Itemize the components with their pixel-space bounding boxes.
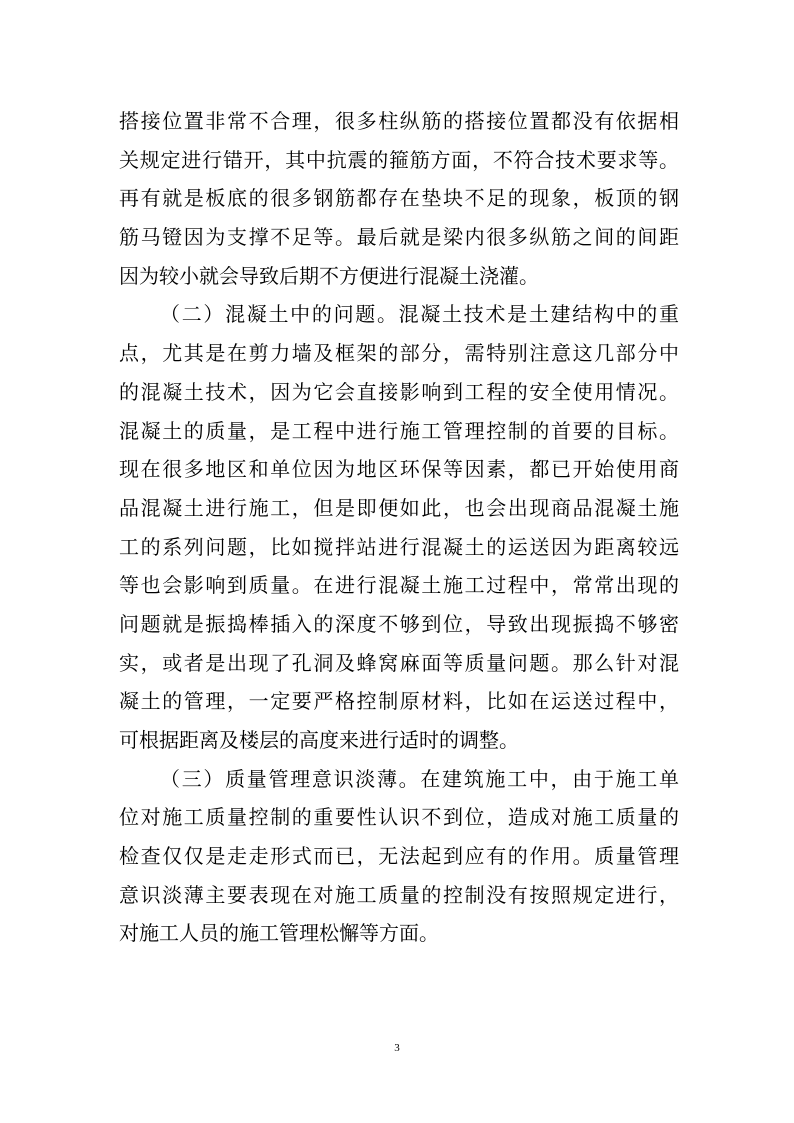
text-line: 可根据距离及楼层的高度来进行适时的调整。: [119, 728, 519, 752]
text-line: 等也会影响到质量。在进行混凝土施工过程中，常常出现的: [119, 573, 679, 598]
section-heading-line: （二）混凝土中的问题。混凝土技术是土建结构中的重: [160, 302, 679, 327]
text-line: 意识淡薄主要表现在对施工质量的控制没有按照规定进行，: [119, 882, 679, 907]
text-line: 位对施工质量控制的重要性认识不到位，造成对施工质量的: [119, 805, 679, 830]
text-line: 现在很多地区和单位因为地区环保等因素，都已开始使用商: [119, 457, 679, 482]
text-line: 实，或者是出现了孔洞及蜂窝麻面等质量问题。那么针对混: [119, 650, 679, 675]
text-line: 检查仅仅是走走形式而已，无法起到应有的作用。质量管理: [119, 844, 679, 869]
text-line: 品混凝土进行施工，但是即便如此，也会出现商品混凝土施: [119, 495, 679, 520]
body-text: [119, 102, 679, 953]
text-line: 问题就是振捣棒插入的深度不够到位，导致出现振捣不够密: [119, 611, 679, 636]
text-line: 再有就是板底的很多钢筋都存在垫块不足的现象，板顶的钢: [119, 186, 679, 211]
text-line: 工的系列问题，比如搅拌站进行混凝土的运送因为距离较远: [119, 534, 679, 559]
text-line: 点，尤其是在剪力墙及框架的部分，需特别注意这几部分中: [119, 341, 679, 366]
text-line: 搭接位置非常不合理，很多柱纵筋的搭接位置都没有依据相: [119, 109, 679, 133]
section-heading-line: （三）质量管理意识淡薄。在建筑施工中，由于施工单: [160, 766, 679, 791]
text-line: 凝土的管理，一定要严格控制原材料，比如在运送过程中，: [119, 689, 679, 714]
page-number: 3: [394, 1042, 400, 1054]
text-line: 对施工人员的施工管理松懈等方面。: [119, 921, 439, 946]
text-line: 混凝土的质量，是工程中进行施工管理控制的首要的目标。: [119, 418, 679, 443]
text-line: 的混凝土技术，因为它会直接影响到工程的安全使用情况。: [119, 379, 679, 404]
text-line: 关规定进行错开，其中抗震的箍筋方面，不符合技术要求等。: [119, 147, 679, 172]
text-line: 筋马镫因为支撑不足等。最后就是梁内很多纵筋之间的间距: [119, 225, 679, 250]
text-line: 因为较小就会导致后期不方便进行混凝土浇灌。: [119, 263, 539, 288]
